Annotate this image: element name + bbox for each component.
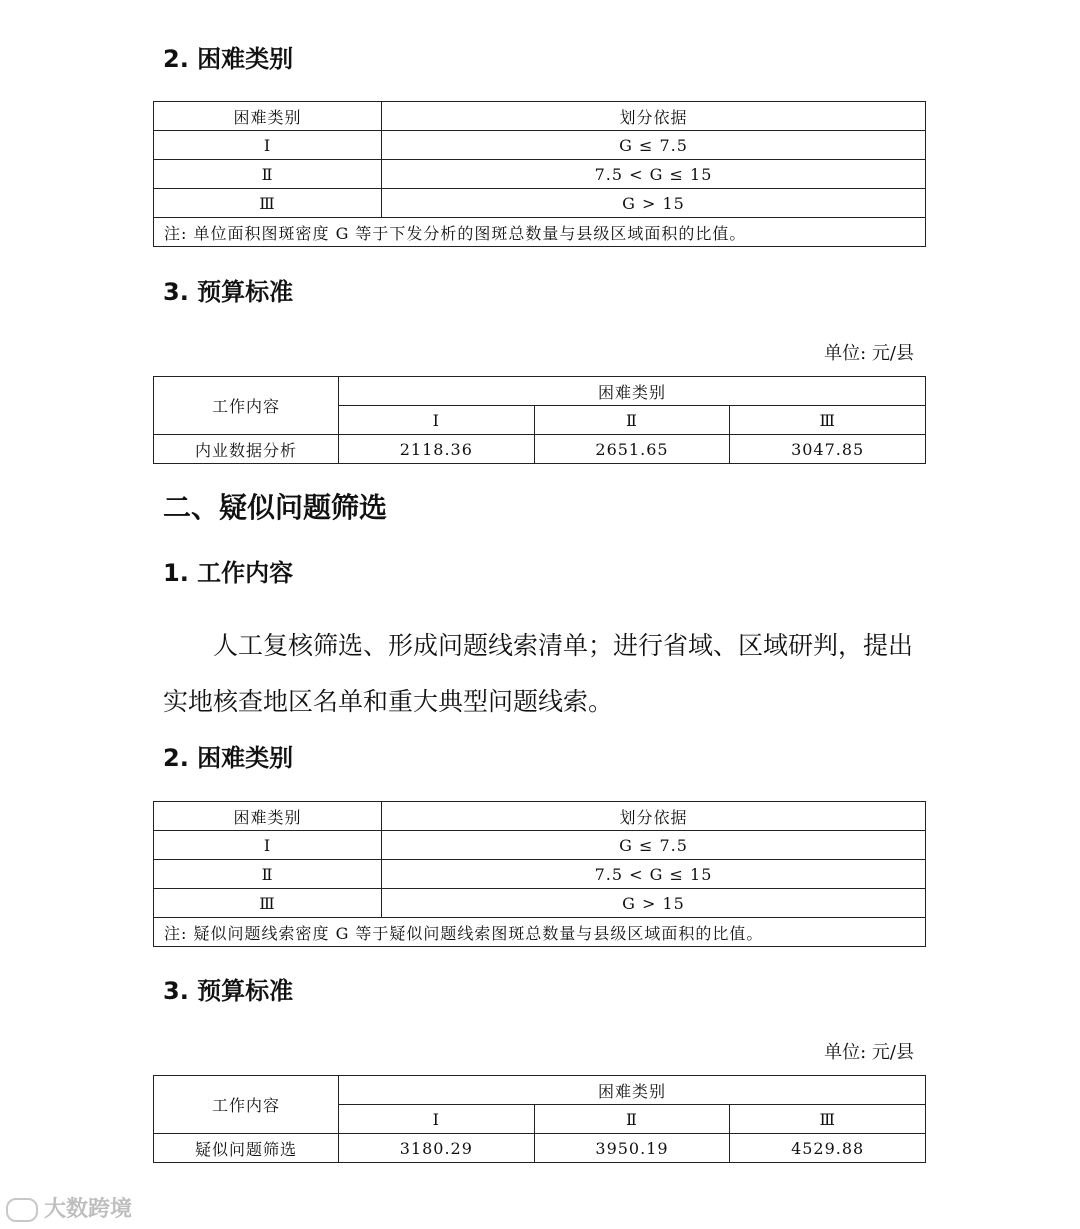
price-cell: 2118.36 bbox=[339, 435, 535, 464]
unit-label-1: 单位: 元/县 bbox=[824, 343, 914, 364]
table-row bbox=[154, 160, 926, 189]
level-header: Ⅲ bbox=[730, 1105, 926, 1134]
header-difficulty-group: 困难类别 bbox=[339, 377, 926, 406]
basis-cell: 7.5 < G ≤ 15 bbox=[382, 860, 926, 889]
table-note-row bbox=[154, 918, 926, 947]
price-cell: 2651.65 bbox=[534, 435, 730, 464]
level-header: Ⅰ bbox=[339, 1105, 535, 1134]
category-cell: Ⅰ bbox=[154, 131, 382, 160]
heading-difficulty-1: 2. 困难类别 bbox=[163, 45, 294, 73]
watermark-text: 大数跨境 bbox=[44, 1197, 133, 1222]
basis-cell: 7.5 < G ≤ 15 bbox=[382, 160, 926, 189]
header-basis: 划分依据 bbox=[382, 102, 926, 131]
heading-work-content: 1. 工作内容 bbox=[163, 559, 294, 587]
category-cell: Ⅲ bbox=[154, 189, 382, 218]
header-category: 困难类别 bbox=[154, 802, 382, 831]
paragraph-line: 实地核查地区名单和重大典型问题线索。 bbox=[163, 687, 614, 716]
work-content-cell: 内业数据分析 bbox=[154, 435, 339, 464]
table-header-row bbox=[154, 377, 926, 406]
header-work-content: 工作内容 bbox=[154, 1076, 339, 1134]
header-difficulty-group: 困难类别 bbox=[339, 1076, 926, 1105]
level-header: Ⅲ bbox=[730, 406, 926, 435]
work-content-cell: 疑似问题筛选 bbox=[154, 1134, 339, 1163]
heading-budget-1: 3. 预算标准 bbox=[163, 278, 294, 306]
table-row bbox=[154, 435, 926, 464]
table-note: 注: 单位面积图斑密度 G 等于下发分析的图斑总数量与县级区域面积的比值。 bbox=[154, 218, 926, 247]
price-cell: 3950.19 bbox=[534, 1134, 730, 1163]
basis-cell: G > 15 bbox=[382, 889, 926, 918]
section-title: 二、疑似问题筛选 bbox=[163, 491, 388, 524]
heading-budget-2: 3. 预算标准 bbox=[163, 977, 294, 1005]
basis-cell: G ≤ 7.5 bbox=[382, 131, 926, 160]
table-row bbox=[154, 1134, 926, 1163]
watermark-logo-icon bbox=[6, 1198, 38, 1222]
basis-cell: G > 15 bbox=[382, 189, 926, 218]
unit-label-2: 单位: 元/县 bbox=[824, 1042, 914, 1063]
table-header-row bbox=[154, 802, 926, 831]
difficulty-table-2 bbox=[153, 801, 926, 947]
budget-table-2 bbox=[153, 1075, 926, 1163]
category-cell: Ⅱ bbox=[154, 160, 382, 189]
header-work-content: 工作内容 bbox=[154, 377, 339, 435]
level-header: Ⅱ bbox=[534, 1105, 730, 1134]
budget-table-1 bbox=[153, 376, 926, 464]
level-header: Ⅱ bbox=[534, 406, 730, 435]
price-cell: 4529.88 bbox=[730, 1134, 926, 1163]
header-category: 困难类别 bbox=[154, 102, 382, 131]
table-row bbox=[154, 189, 926, 218]
header-basis: 划分依据 bbox=[382, 802, 926, 831]
category-cell: Ⅲ bbox=[154, 889, 382, 918]
table-header-row bbox=[154, 1076, 926, 1105]
table-row bbox=[154, 889, 926, 918]
category-cell: Ⅱ bbox=[154, 860, 382, 889]
price-cell: 3180.29 bbox=[339, 1134, 535, 1163]
heading-difficulty-2: 2. 困难类别 bbox=[163, 744, 294, 772]
table-row bbox=[154, 131, 926, 160]
level-header: Ⅰ bbox=[339, 406, 535, 435]
table-row bbox=[154, 831, 926, 860]
work-content-paragraph bbox=[163, 618, 923, 730]
table-row bbox=[154, 860, 926, 889]
price-cell: 3047.85 bbox=[730, 435, 926, 464]
basis-cell: G ≤ 7.5 bbox=[382, 831, 926, 860]
watermark bbox=[6, 1192, 132, 1223]
table-header-row bbox=[154, 102, 926, 131]
paragraph-line: 人工复核筛选、形成问题线索清单；进行省域、区域研判，提出 bbox=[213, 631, 914, 660]
table-note: 注: 疑似问题线索密度 G 等于疑似问题线索图斑总数量与县级区域面积的比值。 bbox=[154, 918, 926, 947]
difficulty-table-1 bbox=[153, 101, 926, 247]
table-note-row bbox=[154, 218, 926, 247]
category-cell: Ⅰ bbox=[154, 831, 382, 860]
